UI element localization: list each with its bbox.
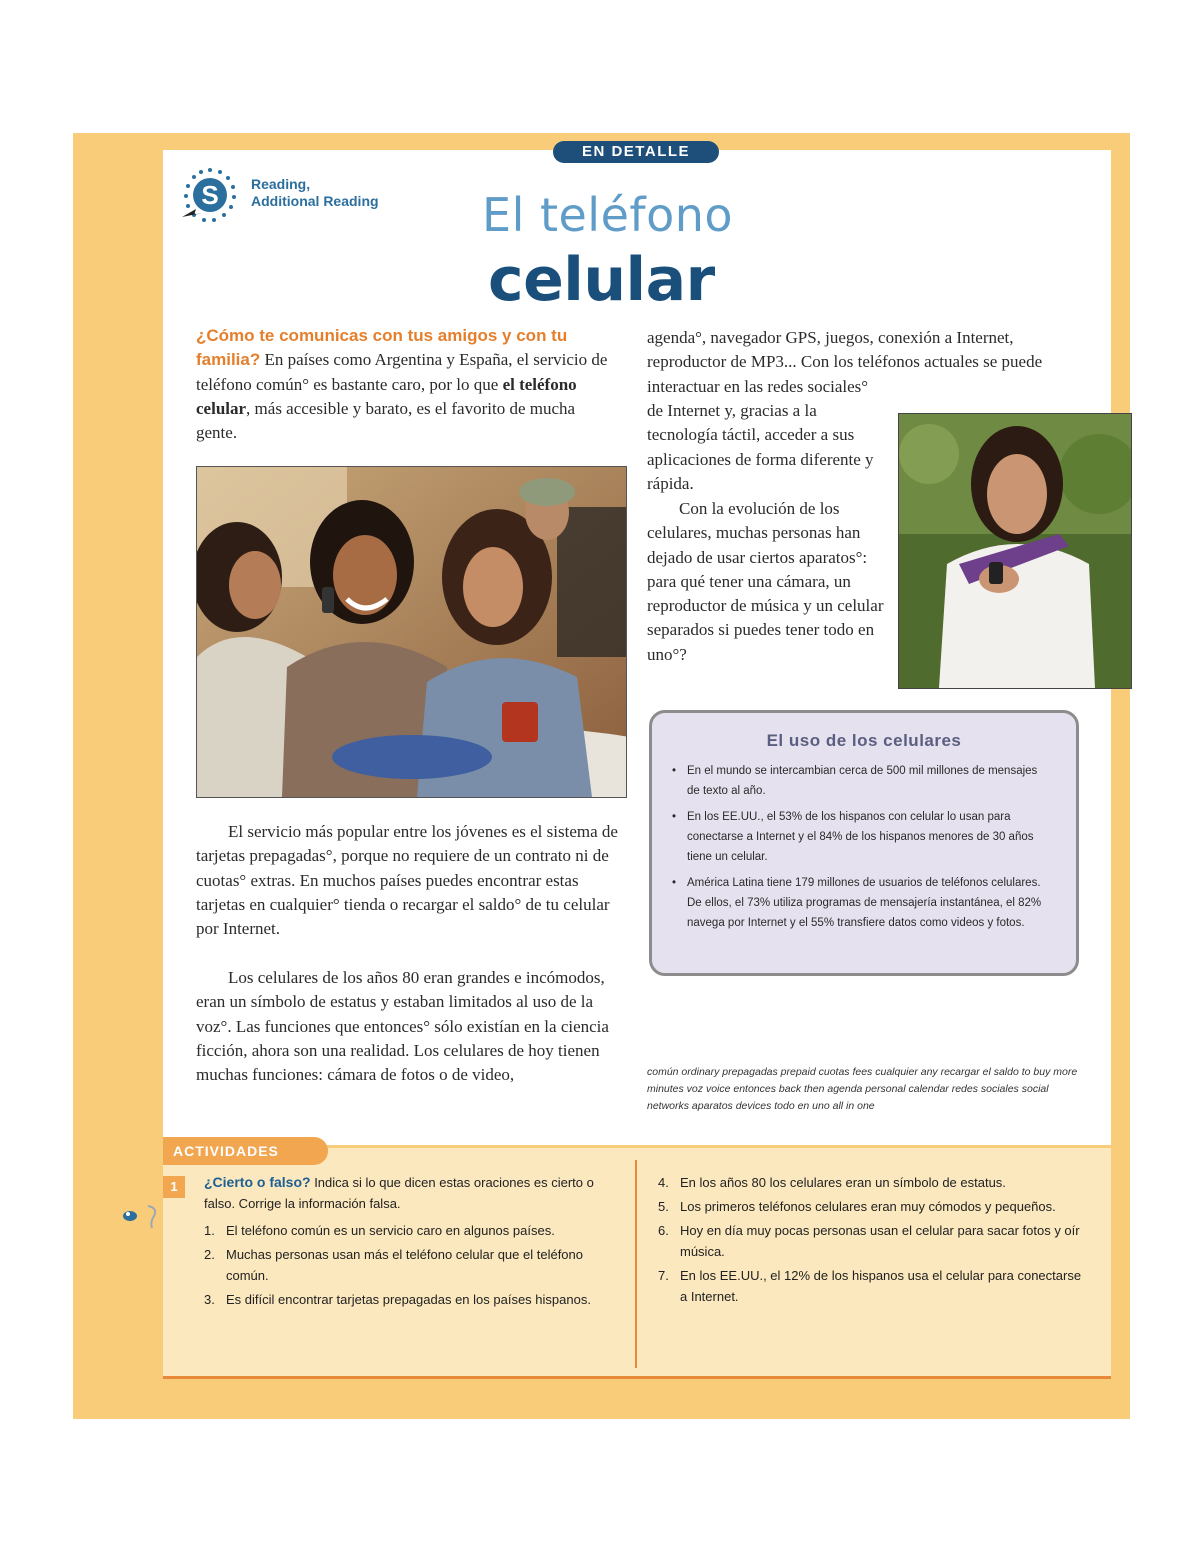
activity-item: 6. Hoy en día muy pocas personas usan el celular para sacar fotos y oír música. — [658, 1223, 1080, 1259]
title-line-2: celular — [488, 245, 715, 315]
activity-item: 4. En los años 80 los celulares eran un símbolo de estatus. — [658, 1175, 1006, 1190]
activity-heading — [204, 1172, 614, 1214]
activity-item: 1. El teléfono común es un servicio caro en algunos países. — [204, 1223, 555, 1238]
col2-evolucion-paragraph: Con la evolución de los celulares, muchas personas han dejado de usar ciertos aparatos°: para qué tener una cámara, un reproductor de música y un celular separados si puedes tener todo en uno°? — [647, 499, 884, 664]
intro-text-a: En países como Argentina y España, el servicio de teléfono común° es bastante caro, por lo que — [196, 350, 608, 394]
supersite-logo-icon[interactable] — [180, 165, 240, 225]
en-detalle-badge: EN DETALLE — [553, 141, 719, 163]
actividades-column-right — [658, 1172, 1088, 1310]
actividades-bottom-rule — [163, 1376, 1111, 1379]
activity-list-left — [204, 1220, 614, 1310]
intro-question: ¿Cómo te comunicas con tus amigos y con tu familia? — [196, 326, 568, 370]
logo-letter: S — [201, 180, 219, 210]
sidebar-uso-celulares — [649, 710, 1079, 976]
resource-label[interactable] — [251, 176, 379, 210]
activity-item: 5. Los primeros teléfonos celulares eran muy cómodos y pequeños. — [658, 1199, 1056, 1214]
sidebar-item: • En el mundo se intercambian cerca de 500 mil millones de mensajes de texto al año. — [672, 761, 1044, 801]
friends-cafe-photo — [196, 466, 627, 798]
paragraph-tarjetas: El servicio más popular entre los jóvenes es el sistema de tarjetas prepagadas°, porque no requiere de un contrato ni de cuotas° extras. En muchos países puedes encontrar estas tarjetas en cualquier° tienda o recargar el saldo° de tu celular por Internet. — [196, 822, 618, 939]
resource-line-1: Reading, — [251, 176, 311, 192]
col2-wrap-paragraph: de Internet y, gracias a la tecnología táctil, acceder a sus aplicaciones de forma diferente y rápida. — [647, 401, 874, 493]
glossary: común ordinary prepagadas prepaid cuotas fees cualquier any recargar el saldo to buy more minutes voz voice entonces back then agenda personal calendar redes sociales social networks aparatos devices todo en uno all in one — [647, 1066, 1078, 1112]
audio-ear-icon[interactable] — [118, 1202, 160, 1230]
activity-number: 1 — [163, 1176, 185, 1198]
intro-paragraph — [196, 324, 616, 445]
activity-question: ¿Cierto o falso? — [204, 1174, 311, 1190]
title-line-1: El teléfono — [482, 188, 734, 242]
actividades-column-left — [204, 1172, 614, 1313]
activity-list-right — [658, 1172, 1088, 1307]
intro-text-c: , más accesible y barato, es el favorito de mucha gente. — [196, 398, 576, 443]
resource-line-2: Additional Reading — [251, 193, 379, 209]
activity-instruction: Indica si lo que dicen estas oraciones es cierto o falso. Corrige la información falsa. — [204, 1175, 594, 1211]
col2-top-paragraph: agenda°, navegador GPS, juegos, conexión a Internet, reproductor de MP3... Con los teléfonos actuales se puede interactuar en las redes sociales° — [647, 328, 1043, 396]
activity-item: 2. Muchas personas usan más el teléfono celular que el teléfono común. — [204, 1247, 583, 1283]
activity-item: 3. Es difícil encontrar tarjetas prepagadas en los países hispanos. — [204, 1292, 591, 1307]
paragraph-anos-80: Los celulares de los años 80 eran grandes e incómodos, eran un símbolo de estatus y estaban limitados al uso de la voz°. Las funciones que entonces° sólo existían en la ciencia ficción, ahora son una realidad. Los celulares de hoy tienen muchas funciones: cámara de fotos o de video, — [196, 968, 609, 1085]
sidebar-title: El uso de los celulares — [766, 731, 962, 750]
sidebar-list — [672, 761, 1044, 939]
activity-item: 7. En los EE.UU., el 12% de los hispanos usa el celular para conectarse a Internet. — [658, 1268, 1082, 1304]
actividades-divider — [635, 1160, 637, 1368]
actividades-tab: ACTIVIDADES — [163, 1137, 328, 1165]
sidebar-item: • América Latina tiene 179 millones de usuarios de teléfonos celulares. De ellos, el 73% utiliza programas de mensajería instantánea, el 82% navega por Internet y el 55% transfiere datos como videos y fotos. — [672, 873, 1044, 933]
sidebar-item: • En los EE.UU., el 53% de los hispanos con celular lo usan para conectarse a Internet y el 84% de los hispanos menores de 30 años tiene un celular. — [672, 807, 1044, 867]
girl-texting-photo — [898, 413, 1132, 689]
intro-text-bold: el teléfono celular — [196, 374, 577, 418]
